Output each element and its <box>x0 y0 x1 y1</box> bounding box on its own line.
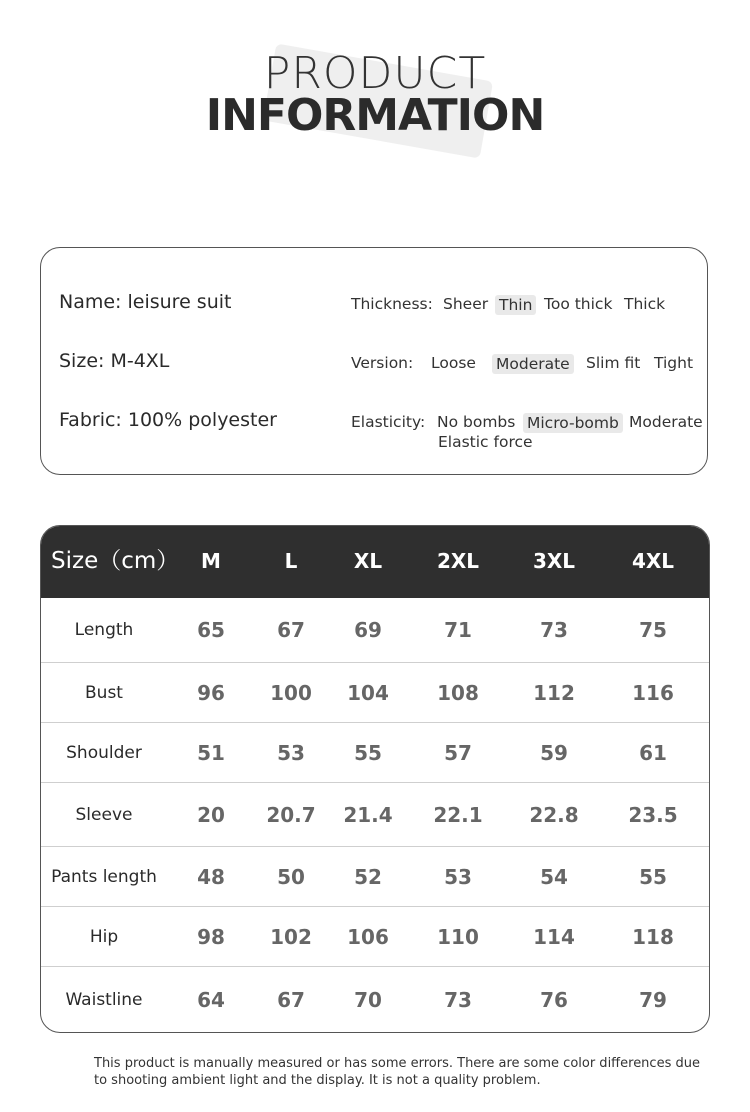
table-cell: 114 <box>533 925 575 949</box>
elasticity-label: Elasticity: <box>351 413 426 431</box>
table-row <box>41 663 709 723</box>
footnote: This product is manually measured or has some errors. There are some color differences due to shooting ambient light and the display. It is not a quality problem. <box>94 1056 700 1088</box>
row-label: Waistline <box>65 990 143 1010</box>
table-cell: 110 <box>437 925 479 949</box>
table-cell: 51 <box>197 741 225 765</box>
table-cell: 76 <box>540 988 568 1012</box>
table-cell: 20.7 <box>266 803 316 827</box>
table-cell: 67 <box>277 618 305 642</box>
header-4xl: 4XL <box>631 549 675 573</box>
table-cell: 116 <box>632 681 674 705</box>
table-cell: 73 <box>444 988 472 1012</box>
version-option: Tight <box>654 354 694 372</box>
elasticity-option: Moderate <box>629 413 703 431</box>
table-row <box>41 907 709 967</box>
table-row <box>41 598 709 663</box>
table-cell: 64 <box>197 988 225 1012</box>
table-cell: 100 <box>270 681 312 705</box>
size-table <box>40 525 710 1033</box>
table-cell: 57 <box>444 741 472 765</box>
table-cell: 112 <box>533 681 575 705</box>
table-row <box>41 783 709 847</box>
table-row <box>41 847 709 907</box>
table-cell: 48 <box>197 865 225 889</box>
size-table-header <box>41 526 709 598</box>
version-label: Version: <box>351 354 414 372</box>
thickness-option-selected: Thin <box>495 295 536 315</box>
table-cell: 69 <box>354 618 382 642</box>
product-name: Name: leisure suit <box>59 291 232 313</box>
header-2xl: 2XL <box>436 549 480 573</box>
table-cell: 21.4 <box>343 803 393 827</box>
title-information: INFORMATION <box>205 90 545 141</box>
header <box>0 0 750 200</box>
table-cell: 73 <box>540 618 568 642</box>
table-cell: 70 <box>354 988 382 1012</box>
info-card <box>40 247 708 475</box>
table-cell: 102 <box>270 925 312 949</box>
table-cell: 54 <box>540 865 568 889</box>
table-cell: 53 <box>444 865 472 889</box>
version-option: Slim fit <box>586 354 641 372</box>
row-label: Hip <box>89 927 119 947</box>
table-cell: 55 <box>639 865 667 889</box>
table-cell: 23.5 <box>628 803 678 827</box>
table-cell: 75 <box>639 618 667 642</box>
title-product: PRODUCT <box>263 48 487 99</box>
table-row <box>41 723 709 783</box>
row-label: Length <box>74 620 134 640</box>
header-size-cm: Size（cm） <box>51 548 180 574</box>
thickness-option: Sheer <box>443 295 489 313</box>
table-row <box>41 967 709 1033</box>
table-cell: 55 <box>354 741 382 765</box>
product-size: Size: M-4XL <box>59 350 170 372</box>
table-cell: 118 <box>632 925 674 949</box>
product-fabric: Fabric: 100% polyester <box>59 409 277 431</box>
table-cell: 20 <box>197 803 225 827</box>
table-cell: 67 <box>277 988 305 1012</box>
table-cell: 52 <box>354 865 382 889</box>
table-cell: 22.8 <box>529 803 579 827</box>
version-option: Loose <box>431 354 476 372</box>
table-cell: 61 <box>639 741 667 765</box>
header-m: M <box>201 549 221 573</box>
table-cell: 96 <box>197 681 225 705</box>
elasticity-option-selected: Micro-bomb <box>523 413 623 433</box>
table-cell: 59 <box>540 741 568 765</box>
thickness-option: Thick <box>624 295 666 313</box>
table-cell: 108 <box>437 681 479 705</box>
row-label: Bust <box>85 683 123 703</box>
table-cell: 50 <box>277 865 305 889</box>
row-label: Pants length <box>51 867 157 887</box>
thickness-option: Too thick <box>544 295 613 313</box>
header-xl: XL <box>353 549 383 573</box>
header-3xl: 3XL <box>532 549 576 573</box>
table-cell: 53 <box>277 741 305 765</box>
table-cell: 79 <box>639 988 667 1012</box>
elasticity-option: Elastic force <box>438 433 533 451</box>
row-label: Shoulder <box>66 743 142 763</box>
version-option-selected: Moderate <box>492 354 574 374</box>
table-cell: 98 <box>197 925 225 949</box>
header-l: L <box>284 549 298 573</box>
table-cell: 104 <box>347 681 389 705</box>
table-cell: 22.1 <box>433 803 483 827</box>
elasticity-option: No bombs <box>437 413 516 431</box>
thickness-label: Thickness: <box>351 295 433 313</box>
row-label: Sleeve <box>75 805 133 825</box>
table-cell: 106 <box>347 925 389 949</box>
table-cell: 71 <box>444 618 472 642</box>
table-cell: 65 <box>197 618 225 642</box>
